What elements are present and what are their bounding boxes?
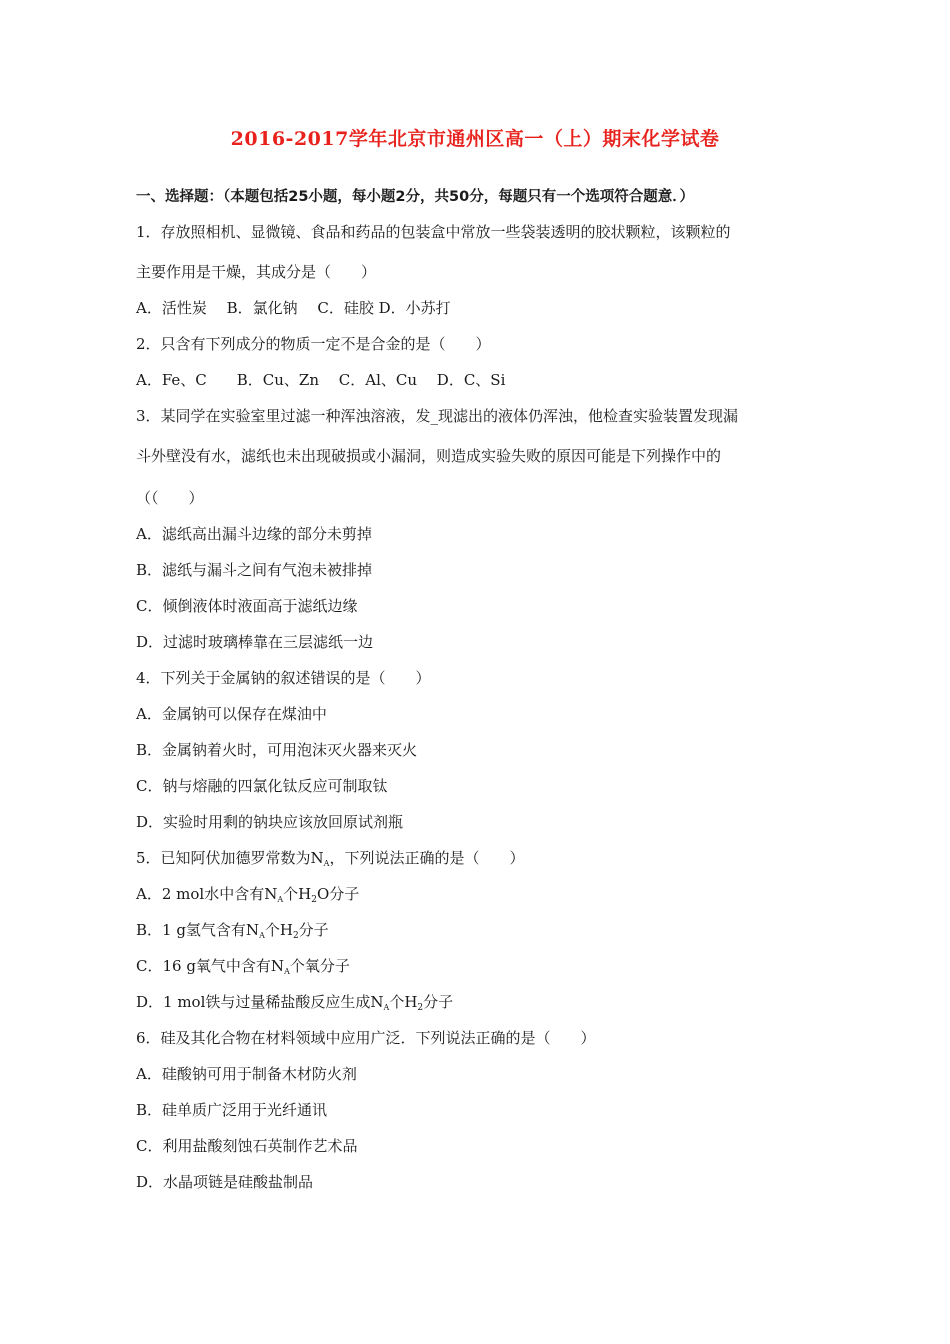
q4-option-d: D．实验时用剩的钠块应该放回原试剂瓶 [136, 813, 404, 831]
q5-d-subscript: A [383, 1003, 390, 1012]
q5-b-text: B．1 g氢气含有N [136, 921, 260, 939]
q4-option-a: A．金属钠可以保存在煤油中 [136, 705, 327, 723]
q4-option-c: C．钠与熔融的四氯化钛反应可制取钛 [136, 777, 388, 795]
q5-d-text-end: 分子 [423, 993, 454, 1011]
q5-d-text-mid: 个H [389, 993, 418, 1011]
q5-c-text: C．16 g氧气中含有N [136, 957, 285, 975]
q2-options: A．Fe、C B．Cu、Zn C．Al、Cu D．C、Si [136, 371, 506, 389]
q6-option-a: A．硅酸钠可用于制备木材防火剂 [136, 1065, 357, 1083]
q5-b-subscript-2: 2 [292, 931, 299, 941]
q5-stem-text-end: ，下列说法正确的是（ ） [329, 849, 525, 867]
q5-a-text: A．2 mol水中含有N [136, 885, 278, 903]
q5-d-subscript-2: 2 [417, 1003, 424, 1013]
q5-b-text-mid: 个H [264, 921, 293, 939]
q5-c-subscript: A [284, 967, 290, 976]
q5-a-subscript: A [277, 895, 284, 904]
q3-option-b: B．滤纸与漏斗之间有气泡未被排掉 [136, 561, 373, 579]
q5-c-text-end: 个氧分子 [289, 957, 350, 975]
q3-option-c: C．倾倒液体时液面高于滤纸边缘 [136, 597, 358, 615]
q2-stem: 2．只含有下列成分的物质一定不是合金的是（ ） [136, 335, 491, 353]
q3-stem-line2: 斗外壁没有水，滤纸也未出现破损或小漏洞，则造成实验失败的原因可能是下列操作中的 [136, 447, 722, 465]
q5-stem [136, 848, 524, 871]
q6-stem: 6．硅及其化合物在材料领域中应用广泛．下列说法正确的是（ ） [136, 1029, 596, 1047]
q3-stem-line3: （（ ） [136, 489, 204, 507]
q5-a-text-end: O分子 [316, 885, 360, 903]
q5-option-a [136, 884, 359, 907]
q5-a-subscript-2: 2 [311, 895, 317, 905]
q3-option-a: A．滤纸高出漏斗边缘的部分未剪掉 [136, 525, 372, 543]
section-heading: 一、选择题：（本题包括25小题，每小题2分，共50分，每题只有一个选项符合题意．） [136, 189, 694, 205]
q1-options: A．活性炭 B．氯化钠 C．硅胶 D．小苏打 [136, 299, 451, 317]
q5-option-b [136, 920, 329, 943]
q5-b-text-end: 分子 [298, 921, 329, 939]
q5-option-c [136, 956, 350, 979]
q5-option-d [136, 992, 453, 1015]
q6-option-b: B．硅单质广泛用于光纤通讯 [136, 1101, 328, 1119]
q1-stem-line2: 主要作用是干燥，其成分是（ ） [136, 263, 377, 281]
q5-stem-subscript: A [323, 859, 330, 868]
q6-option-c: C．利用盐酸刻蚀石英制作艺术品 [136, 1137, 358, 1155]
q5-d-text: D．1 mol铁与过量稀盐酸反应生成N [136, 993, 384, 1011]
q6-option-d: D．水晶项链是硅酸盐制品 [136, 1173, 314, 1191]
exam-title: 2016-2017学年北京市通州区高一（上）期末化学试卷 [230, 128, 720, 150]
q5-a-text-mid: 个H [283, 885, 312, 903]
q3-option-d: D．过滤时玻璃棒靠在三层滤纸一边 [136, 633, 374, 651]
q4-stem: 4．下列关于金属钠的叙述错误的是（ ） [136, 669, 431, 687]
q5-b-subscript: A [259, 931, 265, 940]
q3-stem-line1: 3．某同学在实验室里过滤一种浑浊溶液，发_现滤出的液体仍浑浊，他检查实验装置发现漏 [136, 407, 739, 425]
q5-stem-text: 5．已知阿伏加德罗常数为N [136, 849, 324, 867]
q1-stem-line1: 1．存放照相机、显微镜、食品和药品的包装盒中常放一些袋装透明的胶状颗粒，该颗粒的 [136, 223, 731, 241]
q4-option-b: B．金属钠着火时，可用泡沫灭火器来灭火 [136, 741, 418, 759]
